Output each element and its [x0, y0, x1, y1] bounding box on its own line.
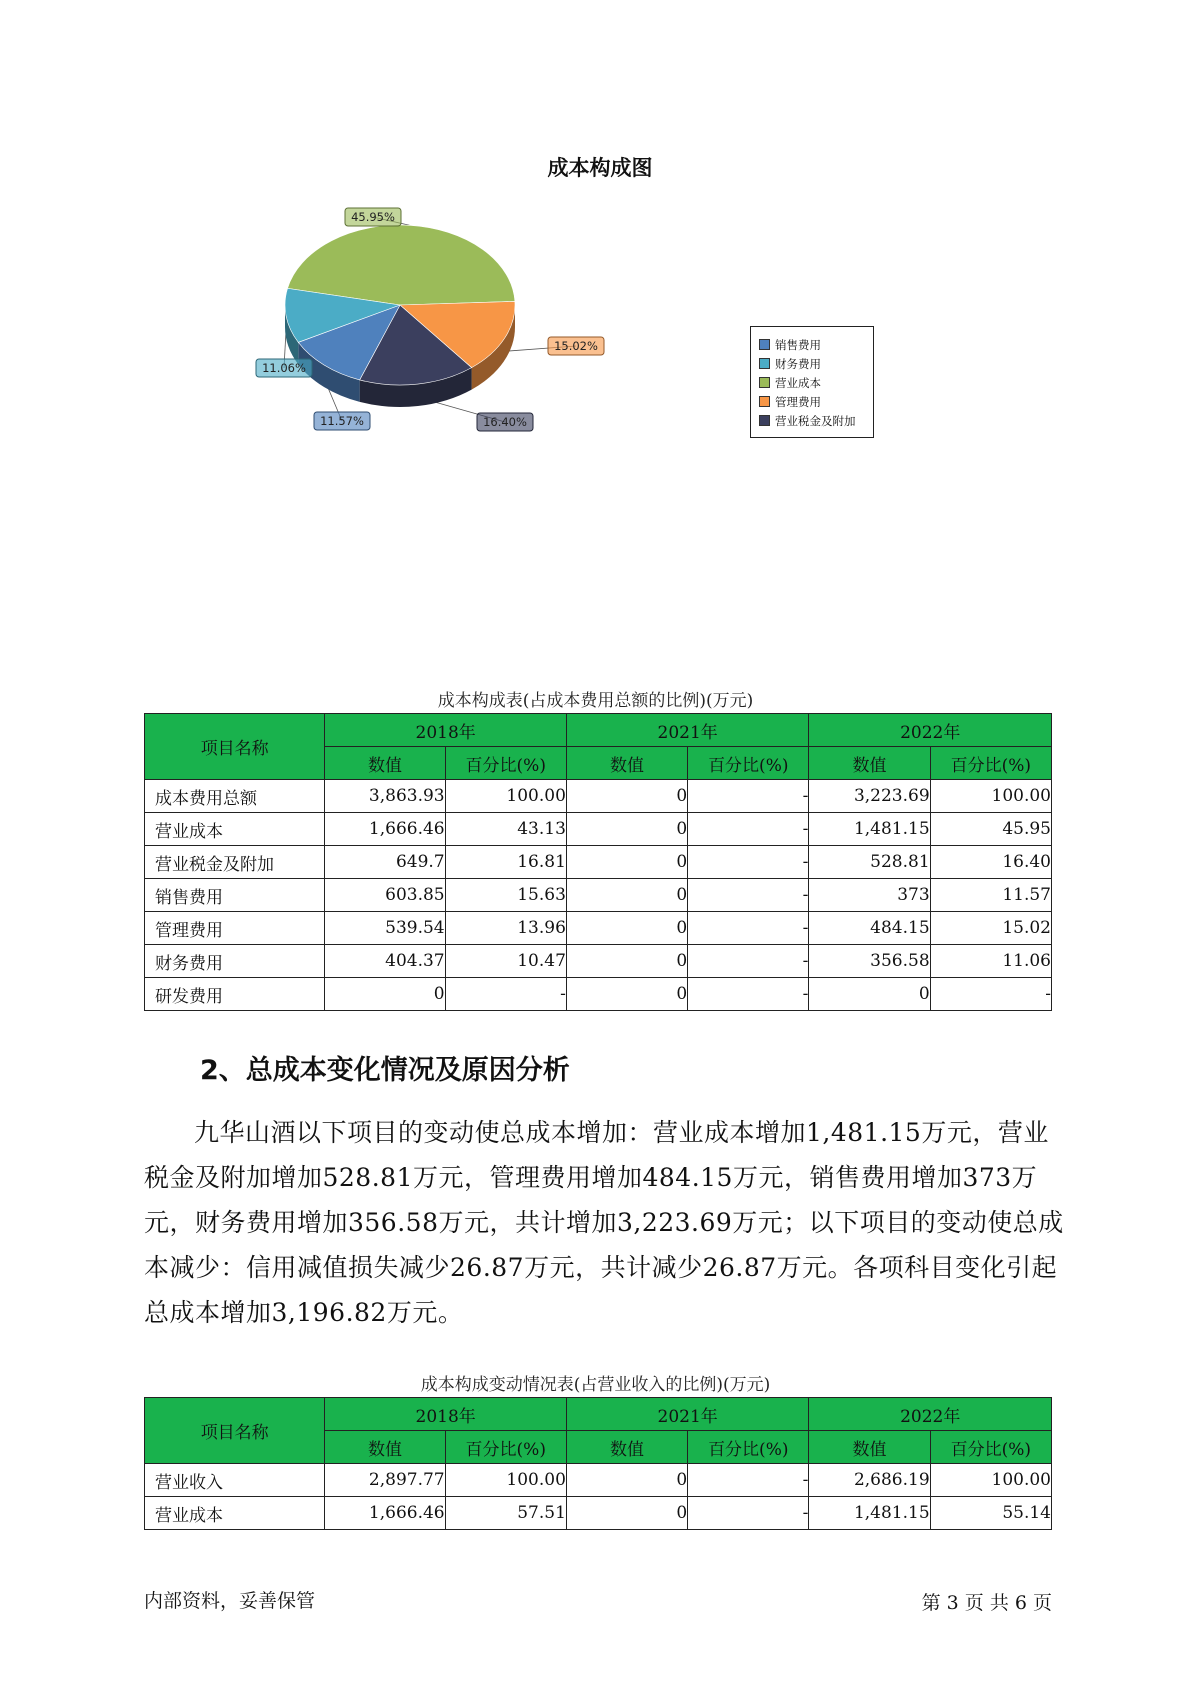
table-cell: 0	[566, 780, 687, 813]
table-cell: 3,863.93	[325, 780, 445, 813]
table-cell: -	[445, 978, 566, 1011]
table-cell: 528.81	[809, 846, 930, 879]
legend-item	[759, 354, 873, 373]
header-item-name: 项目名称	[145, 714, 325, 780]
table-row	[145, 978, 1052, 1011]
table-cell: 100.00	[930, 1464, 1051, 1497]
row-label: 成本费用总额	[145, 780, 325, 813]
pie-data-label: 11.06%	[262, 361, 306, 375]
header-value: 数值	[566, 1431, 687, 1464]
pie-slice	[288, 225, 515, 305]
row-label: 营业成本	[145, 1497, 325, 1530]
table-cell: 0	[566, 1464, 687, 1497]
table-cell: 16.81	[445, 846, 566, 879]
table-cell: 404.37	[325, 945, 445, 978]
table-row	[145, 780, 1052, 813]
table-cell: 0	[566, 846, 687, 879]
table-cell: 100.00	[445, 780, 566, 813]
header-value: 数值	[809, 1431, 930, 1464]
table-cell: 0	[809, 978, 930, 1011]
pie-data-label: 15.02%	[554, 339, 598, 353]
table-cell: 539.54	[325, 912, 445, 945]
table-cell: 100.00	[445, 1464, 566, 1497]
header-value: 数值	[809, 747, 930, 780]
table-cell: 356.58	[809, 945, 930, 978]
legend-swatch	[759, 415, 770, 426]
row-label: 研发费用	[145, 978, 325, 1011]
table-cell: -	[688, 1497, 809, 1530]
legend-label: 营业税金及附加	[775, 413, 856, 428]
table-cell: 0	[325, 978, 445, 1011]
footer-confidential-note: 内部资料，妥善保管	[144, 1590, 316, 1612]
table-row	[145, 912, 1052, 945]
table-cell: 15.63	[445, 879, 566, 912]
legend-item	[759, 411, 873, 430]
table-cell: 0	[566, 945, 687, 978]
table-cell: 603.85	[325, 879, 445, 912]
table-cell: 3,223.69	[809, 780, 930, 813]
pie-data-label: 16.40%	[483, 415, 527, 429]
legend-label: 管理费用	[775, 394, 821, 409]
table-cell: 2,897.77	[325, 1464, 445, 1497]
table-cell: 11.57	[930, 879, 1051, 912]
legend-swatch	[759, 339, 770, 350]
header-year-2018: 2018年	[325, 714, 567, 747]
table-cell: 43.13	[445, 813, 566, 846]
section-heading: 2、总成本变化情况及原因分析	[200, 1055, 570, 1086]
table-cell: 11.06	[930, 945, 1051, 978]
pie-chart	[230, 200, 610, 470]
table-cell: 57.51	[445, 1497, 566, 1530]
table-cell: 1,666.46	[325, 1497, 445, 1530]
table-cell: -	[688, 978, 809, 1011]
legend-label: 销售费用	[775, 337, 821, 352]
header-value: 数值	[566, 747, 687, 780]
table-cell: 0	[566, 813, 687, 846]
header-percent: 百分比(%)	[930, 747, 1051, 780]
row-label: 营业成本	[145, 813, 325, 846]
legend-swatch	[759, 358, 770, 369]
pie-data-label: 45.95%	[351, 210, 395, 224]
header-percent: 百分比(%)	[688, 1431, 809, 1464]
table-cell: -	[688, 945, 809, 978]
table-row	[145, 879, 1052, 912]
header-value: 数值	[325, 747, 445, 780]
legend-label: 财务费用	[775, 356, 821, 371]
header-year-2021: 2021年	[566, 714, 809, 747]
legend-item	[759, 335, 873, 354]
header-percent: 百分比(%)	[445, 747, 566, 780]
table-row	[145, 1464, 1052, 1497]
footer-page-number: 第 3 页 共 6 页	[921, 1592, 1052, 1614]
legend-item	[759, 373, 873, 392]
legend-item	[759, 392, 873, 411]
table-cell: 0	[566, 978, 687, 1011]
row-label: 财务费用	[145, 945, 325, 978]
table-cell: -	[688, 912, 809, 945]
analysis-paragraph: 九华山酒以下项目的变动使总成本增加：营业成本增加1,481.15万元，营业税金及附加增加528.81万元，管理费用增加484.15万元，销售费用增加373万元，财务费用增加356.58万元，共计增加3,223.69万元；以下项目的变动使总成本减少：信用减值损失减少26.87万元，共计减少26.87万元。各项科目变化引起总成本增加3,196.82万元。	[144, 1118, 1064, 1327]
table-cell: -	[688, 780, 809, 813]
table-cell: 55.14	[930, 1497, 1051, 1530]
table-cell: 0	[566, 879, 687, 912]
table-cell: 45.95	[930, 813, 1051, 846]
table-cell: 10.47	[445, 945, 566, 978]
table-cell: -	[688, 846, 809, 879]
header-year-2022: 2022年	[809, 1398, 1052, 1431]
table-cell: 0	[566, 1497, 687, 1530]
pie-data-label: 11.57%	[320, 414, 364, 428]
chart-legend	[750, 326, 874, 438]
table-cell: 484.15	[809, 912, 930, 945]
table-cell: 0	[566, 912, 687, 945]
legend-swatch	[759, 396, 770, 407]
header-percent: 百分比(%)	[445, 1431, 566, 1464]
table-cell: 13.96	[445, 912, 566, 945]
header-percent: 百分比(%)	[688, 747, 809, 780]
table-row	[145, 945, 1052, 978]
table-cell: 2,686.19	[809, 1464, 930, 1497]
table-cell: 1,481.15	[809, 813, 930, 846]
header-item-name: 项目名称	[145, 1398, 325, 1464]
chart-title: 成本构成图	[547, 156, 653, 180]
header-year-2022: 2022年	[809, 714, 1052, 747]
table-cell: -	[688, 879, 809, 912]
table-cell: -	[930, 978, 1051, 1011]
header-year-2021: 2021年	[566, 1398, 809, 1431]
table-cell: 373	[809, 879, 930, 912]
row-label: 营业税金及附加	[145, 846, 325, 879]
table-cell: 15.02	[930, 912, 1051, 945]
table-cell: 100.00	[930, 780, 1051, 813]
table-row	[145, 1497, 1052, 1530]
cost-structure-table	[144, 713, 1052, 1011]
row-label: 管理费用	[145, 912, 325, 945]
table-cell: 649.7	[325, 846, 445, 879]
table1-caption: 成本构成表(占成本费用总额的比例)(万元)	[437, 691, 754, 711]
legend-label: 营业成本	[775, 375, 821, 390]
header-year-2018: 2018年	[325, 1398, 567, 1431]
table-cell: 1,666.46	[325, 813, 445, 846]
cost-change-table	[144, 1397, 1052, 1530]
row-label: 销售费用	[145, 879, 325, 912]
table-row	[145, 846, 1052, 879]
table-cell: -	[688, 1464, 809, 1497]
table-row	[145, 813, 1052, 846]
table-cell: 16.40	[930, 846, 1051, 879]
table-cell: -	[688, 813, 809, 846]
table-cell: 1,481.15	[809, 1497, 930, 1530]
legend-swatch	[759, 377, 770, 388]
header-value: 数值	[325, 1431, 445, 1464]
row-label: 营业收入	[145, 1464, 325, 1497]
table2-caption: 成本构成变动情况表(占营业收入的比例)(万元)	[420, 1375, 771, 1395]
header-percent: 百分比(%)	[930, 1431, 1051, 1464]
